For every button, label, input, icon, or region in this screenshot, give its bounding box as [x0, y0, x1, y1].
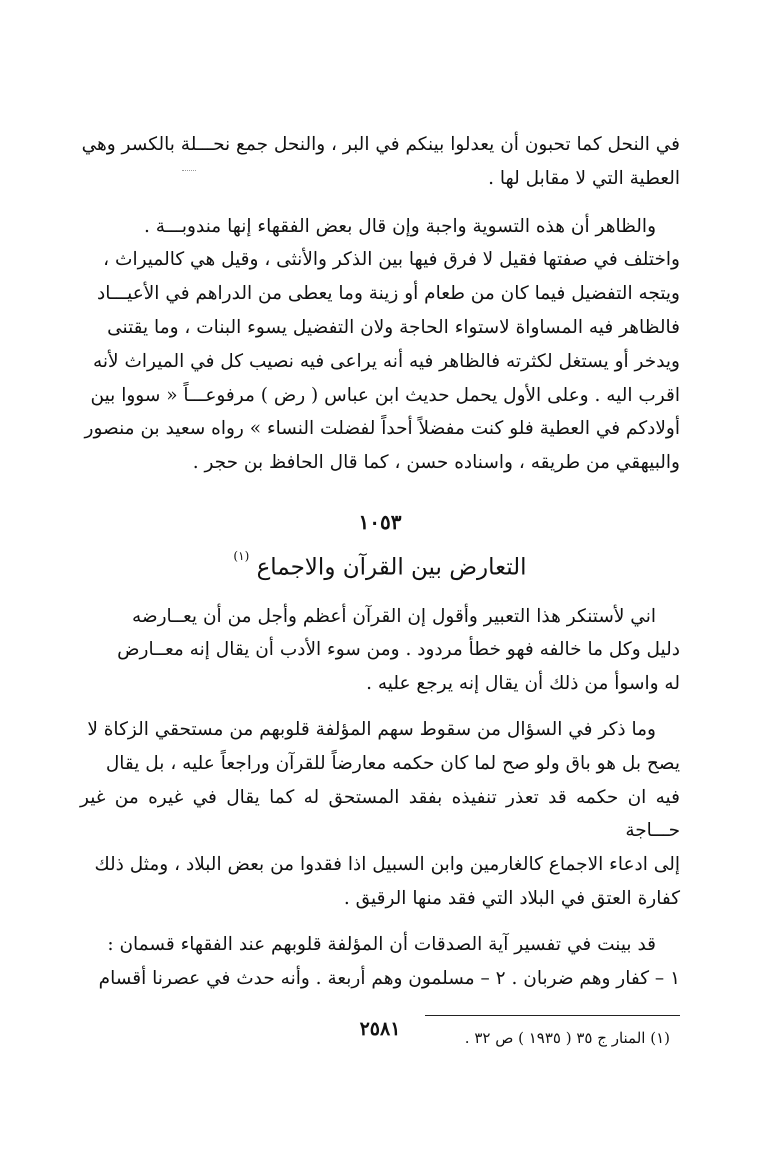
text-line: والظاهر أن هذه التسوية واجبة وإن قال بعض الفقهاء إنها مندوبـــة .: [143, 215, 656, 237]
text-line: كفارة العتق في البلاد التي فقد منها الرقيق .: [343, 888, 680, 909]
paragraph-4: [80, 713, 680, 916]
text-line: العطية التي لا مقابل لها .: [488, 167, 680, 189]
footnote-divider: [425, 1015, 680, 1016]
paragraph-5: [80, 928, 680, 996]
text-line: يصح بل هو باق ولو صح لما كان حكمه معارضاً للقرآن وراجعاً عليه ، بل يقال: [105, 752, 680, 774]
text-line: ويدخر أو يستغل لكثرته فالظاهر فيه أنه يراعى فيه نصيب كل في الميراث لأنه: [92, 350, 680, 372]
text-line: ويتجه التفضيل فيما كان من طعام أو زينة وما يعطى من الدراهم في الأعيـــاد: [97, 283, 680, 305]
paragraph-1: [80, 128, 680, 196]
paragraph-2: [80, 210, 680, 480]
text-line: فالظاهر فيه المساواة لاستواء الحاجة ولان التفضيل يسوء البنات ، وما يقتنى: [107, 316, 680, 338]
section-title-text: التعارض بين القرآن والاجماع: [256, 554, 527, 581]
text-line: أولادكم في العطية فلو كنت مفضلاً أحداً لفضلت النساء » رواه سعيد بن منصور: [84, 418, 680, 440]
footnote-marker: (١): [233, 548, 250, 563]
text-line: ١ – كفار وهم ضربان . ٢ – مسلمون وهم أربعة . وأنه حدث في عصرنا أقسام: [98, 967, 680, 989]
text-line: إلى ادعاء الاجماع كالغارمين وابن السبيل اذا فقدوا من بعض البلاد ، ومثل ذلك: [94, 854, 680, 876]
text-line: وما ذكر في السؤال من سقوط سهم المؤلفة قلوبهم من مستحقي الزكاة لا: [87, 719, 656, 741]
paragraph-3: [80, 600, 680, 701]
text-line: في النحل كما تحبون أن يعدلوا بينكم في البر ، والنحل جمع نحـــلة بالكسر وهي: [81, 134, 680, 155]
text-line: له واسوأ من ذلك أن يقال إنه يرجع عليه .: [366, 673, 680, 695]
text-line: دليل وكل ما خالفه فهو خطأ مردود . ومن سوء الأدب أن يقال إنه معــارض: [117, 639, 680, 661]
footnote: (١) المنار ج ٣٥ ( ١٩٣٥ ) ص ٣٢ .: [464, 1029, 670, 1048]
section-number: ١٠٥٣: [358, 509, 402, 534]
text-line: اقرب اليه . وعلى الأول يحمل حديث ابن عباس ( رض ) مرفوعـــاً « سووا بين: [90, 384, 680, 406]
text-line: قد بينت في تفسير آية الصدقات أن المؤلفة قلوبهم عند الفقهاء قسمان :: [107, 933, 656, 955]
text-line: والبيهقي من طريقه ، واسناده حسن ، كما قال الحافظ بن حجر .: [192, 452, 680, 474]
text-line: اني لأستنكر هذا التعبير وأقول إن القرآن أعظم وأجل من أن يعــارضه: [131, 605, 656, 627]
section-title: [80, 544, 680, 586]
page-number: ٢٥٨١: [359, 1018, 401, 1040]
document-page: [80, 128, 680, 1052]
text-line: فيه ان حكمه قد تعذر تنفيذه بفقد المستحق له كما يقال في غيره من غير حـــاجة: [80, 786, 680, 842]
text-line: واختلف في صفتها فقيل لا فرق فيها بين الذكر والأنثى ، وقيل هي كالميراث ،: [103, 249, 680, 271]
